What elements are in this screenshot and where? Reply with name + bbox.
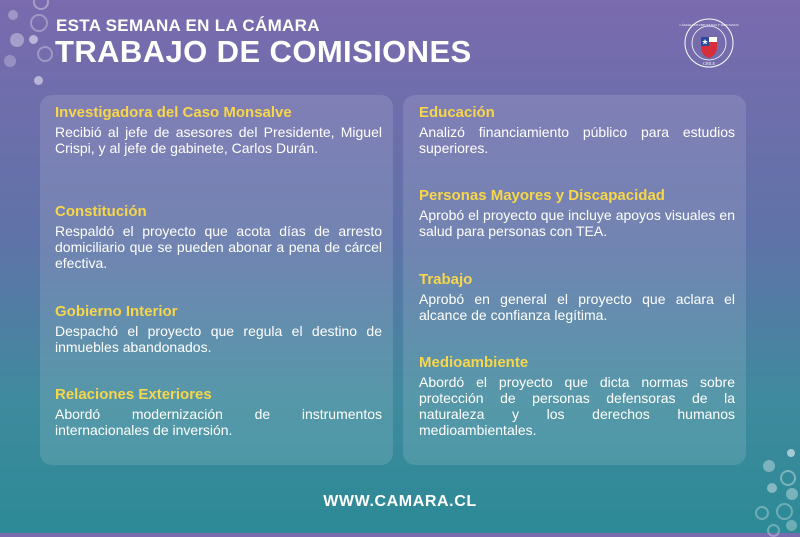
logo-ring-text: CÁMARA DE DIPUTADAS Y DIPUTADOS [679,23,739,27]
committee-title: Gobierno Interior [55,303,178,320]
committee-text: Aprobó el proyecto que incluye apoyos visuales en salud para personas con TEA. [419,207,735,239]
committee-title: Trabajo [419,271,473,288]
committee-item-gobierno-interior [55,303,382,355]
committee-title: Personas Mayores y Discapacidad [419,187,665,204]
committee-item-relaciones-exteriores [55,386,382,438]
committee-title: Medioambiente [419,354,529,371]
committee-text: Despachó el proyecto que regula el destino de inmuebles abandonados. [55,323,382,355]
committee-item-medioambiente [419,354,735,438]
committee-item-constitucion [55,203,382,271]
committee-item-trabajo [419,271,735,323]
committee-item-investigadora [55,104,382,156]
committee-title: Constitución [55,203,147,220]
committee-text: Recibió al jefe de asesores del Presidente, Miguel Crispi, y al jefe de gabinete, Carlos Durán. [55,124,382,156]
committee-text: Abordó el proyecto que dicta normas sobre protección de personas defensoras de la naturaleza y los derechos humanos medioambientales. [419,374,735,438]
committee-text: Abordó modernización de instrumentos internacionales de inversión. [55,406,382,438]
committee-title: Relaciones Exteriores [55,386,212,403]
committee-item-personas-mayores [419,187,735,239]
committee-title: Educación [419,104,495,121]
page-title: TRABAJO DE COMISIONES [55,34,472,69]
website-link[interactable]: WWW.CAMARA.CL [323,493,477,510]
header-kicker: ESTA SEMANA EN LA CÁMARA [56,16,320,35]
logo-bottom-text: CHILE [703,61,715,66]
chamber-logo [679,17,739,69]
committee-text: Aprobó en general el proyecto que aclara el alcance de confianza legítima. [419,291,735,323]
committee-text: Respaldó el proyecto que acota días de arresto domiciliario que se pueden abonar a pena de cárcel efectiva. [55,223,382,271]
committee-title: Investigadora del Caso Monsalve [55,104,292,121]
committee-item-educacion [419,104,735,156]
committee-text: Analizó financiamiento público para estudios superiores. [419,124,735,156]
